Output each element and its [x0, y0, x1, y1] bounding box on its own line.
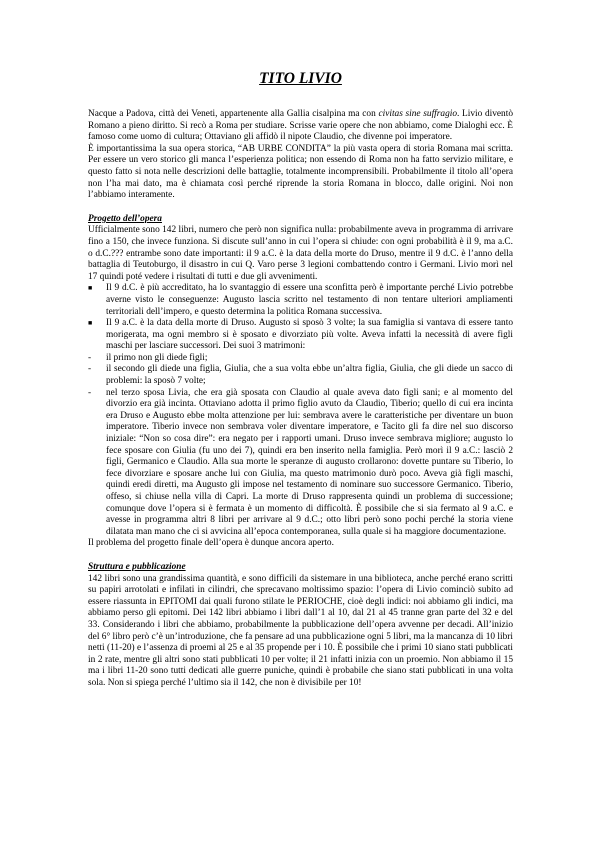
- progetto-heading: Progetto dell’opera: [88, 213, 162, 224]
- square-bullet-icon: ■: [88, 284, 93, 293]
- dash-text-1: il primo non gli diede figli;: [106, 352, 208, 363]
- progetto-heading-line: [88, 214, 513, 226]
- bullet-text-1: Il 9 d.C. è più accreditato, ha lo svantaggio di essere una sconfitta però è importante perché Livio potrebbe averne visto le conseguenze: Augusto lascia scritto nel testamento di non tentare ulteriori ampliamenti territoriali dell’impero, e questo determina la politica Romana successiva.: [106, 283, 513, 317]
- dash-item-3: [88, 388, 513, 539]
- intro-text-b: . Livio diventò Romano a pieno diritto. Si recò a Roma per studiare. Scrisse varie opere che non abbiamo, come Dialoghi ecc. È famoso come uomo di cultura; Ottaviano gli affidò il nipote Claudio, che divenne poi imperatore.: [88, 109, 513, 143]
- dash-item-1: [88, 353, 513, 365]
- dash-item-2: [88, 364, 513, 387]
- bullet-item-2: [88, 318, 513, 353]
- intro-paragraph-2: È importantissima la sua opera storica, “AB URBE CONDITA” la più vasta opera di storia Romana mai scritta. Per essere un vero storico gli manca l’esperienza politica; non essendo di Roma non ha fatto servizio militare, e questo fatto si nota nelle descrizioni delle battaglie, totalmente incomprensibili. Probabilmente il titolo all’opera non l’ha mai dato, ma è chiamata così perché riprende la storia Romana in blocco, dalle origini. Noi non l’abbiamo interamente.: [88, 143, 513, 201]
- struttura-heading-line: [88, 562, 513, 574]
- intro-paragraph-1: [88, 109, 513, 144]
- struttura-heading: Struttura e pubblicazione: [88, 561, 186, 572]
- bullet-text-2: Il 9 a.C. è la data della morte di Druso. Augusto si sposò 3 volte; la sua famiglia si vantava di essere tanto morigerata, ma ogni membro si è sposato e divorziato più volte. Aveva infatti la necessità di avere figli maschi per lasciare successori. Dei suoi 3 matrimoni:: [106, 318, 513, 352]
- dash-bullet-icon: -: [88, 387, 92, 398]
- dash-text-2: il secondo gli diede una figlia, Giulia, che a sua volta ebbe un’altra figlia, Giulia, che gli diede un sacco di problemi: la sposò 7 volte;: [106, 364, 513, 387]
- intro-text-a: Nacque a Padova, città dei Veneti, appartenente alla Gallia cisalpina ma con: [88, 109, 379, 119]
- struttura-paragraph: 142 libri sono una grandissima quantità, e sono difficili da sistemare in una biblioteca, anche perché erano scritti su papiri arrotolati e infilati in cilindri, che sprecavano moltissimo spazio: l’opera di Livio cominciò subito ad essere riassunta in EPITOMI dai quali furono stilate le PERIOCHE, cioè degli indici: noi abbiamo gli indici, ma abbiamo perso gli epitomi. Dei 142 libri abbiamo i libri dall’1 al 10, dal 21 al 45 tranne gran parte del 32 e del 33. Considerando i libri che abbiamo, probabilmente la pubblicazione dell’opera avvenne per decadi. All’inizio del 6° libro però c’è un’introduzione, che fa pensare ad una pubblicazione ogni 5 libri, ma la mancanza di 10 libri netti (11-20) e l’assenza di proemi al 25 e al 35 propende per i 10. È possibile che i primi 10 siano stati pubblicati in 2 rate, mentre gli altri sono stati pubblicati 10 per volte; il 21 infatti inizia con un proemio. Non abbiamo il 15 ma i libri 11-20 sono tutti dedicati alle guerre puniche, quindi è probabile che siano stati pubblicati in una volta sola. Non si spiega perché l’ultimo sia il 142, che non è divisibile per 10!: [88, 573, 513, 688]
- bullet-item-1: [88, 283, 513, 318]
- progetto-closing: Il problema del progetto finale dell’opera è dunque ancora aperto.: [88, 538, 334, 549]
- dash-bullet-icon: -: [88, 352, 92, 363]
- dash-text-3: nel terzo sposa Livia, che era già sposata con Claudio al quale aveva dato figli sani; e al momento del divorzio era già incinta. Ottaviano adotta il primo figlio avuto da Claudio, Tiberio; quello di cui era incinta era Druso e Augusto ebbe molta attenzione per lui: sembrava avere le caratteristiche per diventare un buon imperatore. Tiberio invece non sembrava voler diventare imperatore, e Tacito gli fa dire nel suo discorso iniziale: “Non so cosa dire”: era negato per i rapporti umani. Druso invece sembrava migliore; augusto lo fece sposare con Giulia (fu uno dei 7), quindi era ben inserito nella famiglia. Però morì il 9 a.C.: lasciò 2 figli, Germanico e Claudio. Alla sua morte le speranze di augusto crollarono: dovette puntare su Tiberio, lo fece divorziare e sposare anche lui con Giulia, ma questo matrimonio durò poco. Aveva già figli maschi, quindi eredi diretti, ma Augusto gli impose nel testamento di nominare suo successore Germanico. Tiberio, offeso, si chiuse nella villa di Capri. La morte di Druso rappresenta quindi un problema di successione; comunque dove l’opera si è fermata è un momento di difficoltà. È possibile che si sia fermato al 9 a.C. e avesse in programma altri 8 libri per arrivare al 9 d.C.; otto libri però sono pochi perché la storia viene dilatata man mano che ci si avvicina all’epoca contemporanea, sulla quale si ha maggiore documentazione.: [106, 387, 513, 537]
- dash-bullet-icon: -: [88, 364, 92, 375]
- square-bullet-icon: ■: [88, 319, 93, 328]
- section-gap: [88, 202, 513, 214]
- document-title: TITO LIVIO: [259, 70, 342, 87]
- progetto-paragraph: Ufficialmente sono 142 libri, numero che però non significa nulla: probabilmente aveva in programma di arrivare fino a 150, che invece funziona. Si discute sull’anno in cui l’opera si chiude: con ogni probabilità è il 9, ma a.C. o d.C.??? entrambe sono date importanti: il 9 a.C. è la data della morte do Druso, mentre il 9 d.C. è l’anno della battaglia di Teutoburgo, il disastro in cui Q. Varo perse 3 legioni combattendo contro i Germani. Livio morì nel 17 quindi poté vedere i risultati di tutti e due gli avvenimenti.: [88, 225, 513, 282]
- document-page: [88, 70, 513, 690]
- intro-latin-term: civitas sine suffragio: [378, 109, 458, 119]
- section-gap: [88, 550, 513, 562]
